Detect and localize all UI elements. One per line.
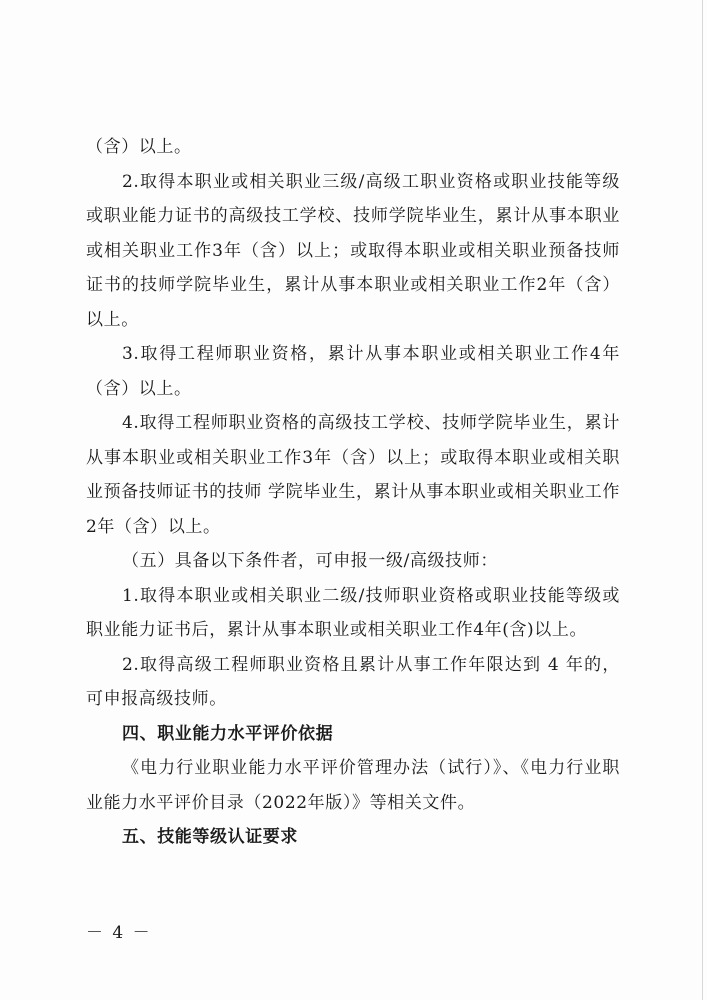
page-edge-shadow (702, 0, 703, 1000)
paragraph-section-five-item-2: 2.取得高级工程师职业资格且累计从事工作年限达到 4 年的，可申报高级技师。 (86, 654, 620, 709)
paragraph-continuation: （含）以上。 (86, 137, 192, 157)
page-number: － 4 － (86, 923, 152, 943)
heading-section-four: 四、职业能力水平评价依据 (122, 723, 334, 744)
document-body (86, 130, 620, 855)
paragraph-item-4: 4.取得工程师职业资格的高级技工学校、技师学院毕业生，累计从事本职业或相关职业工作3年（含）以上；或取得本职业或相关职业预备技师证书的技师 学院毕业生，累计从事本职业或相关职业工作2年（含）以上。 (86, 413, 621, 537)
paragraph-item-2: 2.取得本职业或相关职业三级/高级工职业资格或职业技能等级或职业能力证书的高级技工学校、技师学院毕业生，累计从事本职业或相关职业工作3年（含）以上；或取得本职业或相关职业预备技师证书的技师学院毕业生，累计从事本职业或相关职业工作2年（含）以上。 (86, 171, 620, 330)
paragraph-section-five-item-1: 1.取得本职业或相关职业二级/技师职业资格或职业技能等级或职业能力证书后，累计从事本职业或相关职业工作4年(含)以上。 (86, 585, 620, 640)
paragraph-evaluation-basis: 《电力行业职业能力水平评价管理办法（试行）》、《电力行业职业能力水平评价目录（2022年版）》等相关文件。 (86, 758, 620, 813)
paragraph-section-five: （五）具备以下条件者，可申报一级/高级技师： (122, 551, 498, 571)
paragraph-item-3: 3.取得工程师职业资格，累计从事本职业或相关职业工作4年（含）以上。 (86, 344, 620, 399)
heading-section-five: 五、技能等级认证要求 (122, 827, 298, 847)
